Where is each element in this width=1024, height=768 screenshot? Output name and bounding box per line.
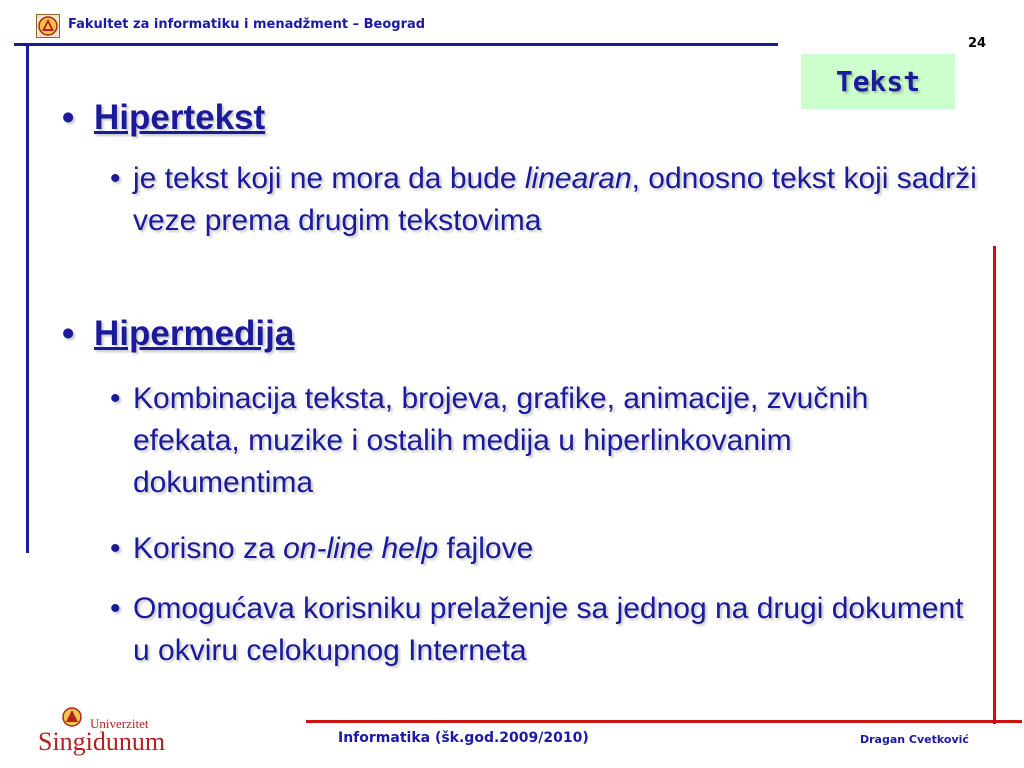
item-text: Korisno za: [133, 532, 284, 565]
header-divider: [14, 43, 778, 46]
heading-hipermedija: [62, 312, 294, 356]
list-item: [110, 528, 980, 570]
heading-hipertekst: [62, 96, 265, 140]
footer-course: Informatika (šk.god.2009/2010): [338, 730, 589, 746]
page-number: 24: [968, 36, 987, 51]
item-emphasis: linearan: [524, 162, 632, 195]
university-logo: [38, 706, 178, 760]
item-text: Omogućava korisniku prelaženje sa jednog na drugi dokument u okviru celokupnog Interneta: [133, 592, 964, 667]
logo-main-text: Singidunum: [38, 727, 166, 756]
section-tag: Tekst: [801, 54, 955, 109]
list-item: [110, 588, 980, 672]
bullet: •: [110, 592, 121, 625]
item-text: je tekst koji ne mora da bude: [133, 162, 525, 195]
bullet: •: [110, 532, 121, 565]
list-item: [110, 158, 980, 242]
footer-author: Dragan Cvetković: [860, 733, 969, 746]
header-institution: Fakultet za informatiku i menadžment – Beograd: [68, 17, 426, 32]
bullet: •: [62, 314, 75, 353]
heading-text: Hipermedija: [94, 314, 295, 353]
heading-text: Hipertekst: [94, 98, 266, 137]
footer-divider: [306, 720, 1022, 723]
logo-top-text: Univerzitet: [90, 716, 149, 731]
bullet: •: [62, 98, 75, 137]
bullet: •: [110, 162, 121, 195]
bullet: •: [110, 382, 121, 415]
right-divider: [993, 246, 996, 724]
list-item: [110, 378, 980, 504]
item-text: , odnosno tekst koji sadrži veze prema drugim tekstovima: [133, 162, 977, 237]
left-divider: [26, 46, 29, 553]
item-text: Kombinacija teksta, brojeva, grafike, animacije, zvučnih efekata, muzike i ostalih medija u hiperlinkovanim dokumentima: [133, 382, 869, 499]
item-text: fajlove: [438, 532, 534, 565]
item-emphasis: on-line help: [283, 532, 439, 565]
faculty-logo-icon: [36, 14, 60, 38]
